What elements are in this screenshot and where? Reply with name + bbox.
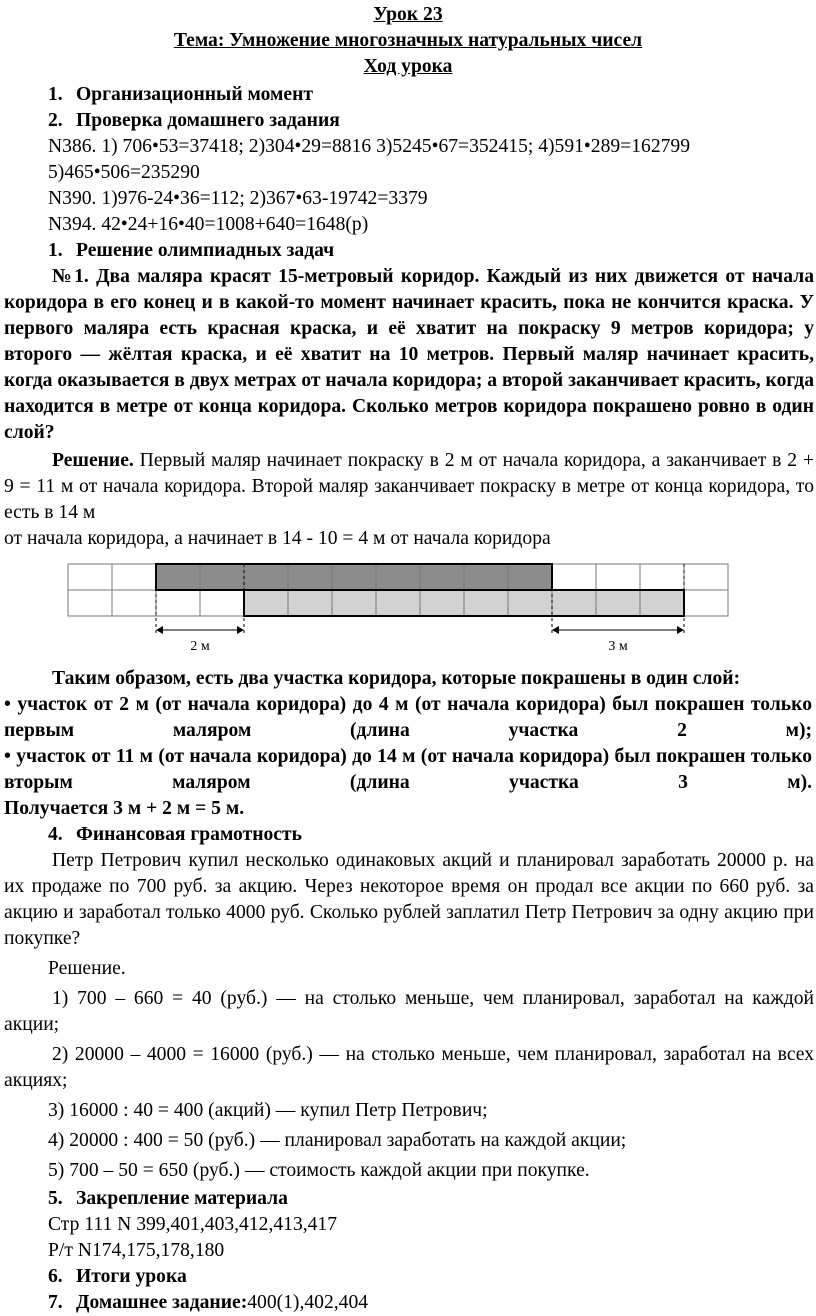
corridor-cell-top	[156, 564, 200, 590]
section-1-heading	[0, 82, 816, 108]
corridor-cell-bottom	[200, 590, 244, 616]
section-number: 6.	[48, 1266, 63, 1287]
segment-2m-label: 2 м	[190, 639, 210, 654]
section-title: Организационный момент	[76, 84, 313, 105]
result-text: Получается 3 м + 2 м = 5 м.	[4, 798, 245, 819]
section-number: 7.	[48, 1292, 63, 1313]
section-title: Итоги урока	[76, 1266, 187, 1287]
homework-line: N394. 42•24+16•40=1008+640=1648(р)	[48, 214, 369, 235]
section-title: Решение олимпиадных задач	[76, 240, 335, 261]
document-page	[0, 2, 816, 1316]
section-number: 5.	[48, 1188, 63, 1209]
corridor-cell-bottom	[464, 590, 508, 616]
homework-line: 5)465•506=235290	[48, 162, 200, 183]
corridor-cell-top	[288, 564, 332, 590]
corridor-cell-top	[244, 564, 288, 590]
section-number: 2.	[48, 110, 63, 131]
finance-step-3: 3) 16000 : 40 = 400 (акций) — купил Петр Петрович;	[48, 1100, 488, 1121]
lesson-course-heading: Ход урока	[363, 56, 453, 77]
consolidation-line: Р/т N174,175,178,180	[48, 1240, 225, 1261]
finance-task-text: Петр Петрович купил несколько одинаковых акций и планировал заработать 20000 р. на их продаже по 700 руб. за акцию. Через некоторое время он продал все акции по 660 руб. за акцию и заработал только 4000 руб. Сколько рублей заплатил Петр Петрович за одну акцию при покупке?	[4, 850, 814, 949]
corridor-cell-bottom	[156, 590, 200, 616]
conclusion-text: Таким образом, есть два участка коридора, которые покрашены в один слой:	[52, 668, 741, 689]
section-title: Финансовая грамотность	[76, 824, 302, 845]
corridor-cell-bottom	[684, 590, 728, 616]
olympiad-task-text: №1. Два маляра красят 15-метровый коридор. Каждый из них движется от начала коридора в его конец и в какой-то момент начинает красить, пока не кончится краска. У первого маляра есть красная краска, и её хватит на покраску 9 метров коридора; у второго — жёлтая краска, и её хватит на 10 метров. Первый маляр начинает красить, когда оказывается в двух метрах от начала коридора; а второй заканчивает красить, когда находится в метре от конца коридора. Сколько метров коридора покрашено ровно в один слой?	[4, 266, 814, 443]
segment-2m-arrow-head-right	[237, 626, 244, 634]
lesson-topic: Тема: Умножение многозначных натуральных чисел	[173, 30, 643, 51]
finance-solution-label: Решение.	[48, 958, 126, 979]
section-title: Закрепление материала	[76, 1188, 288, 1209]
corridor-cell-bottom	[244, 590, 288, 616]
corridor-cell-top	[684, 564, 728, 590]
corridor-cell-top	[508, 564, 552, 590]
corridor-cell-top	[596, 564, 640, 590]
corridor-diagram-svg	[64, 558, 724, 660]
consolidation-line: Стр 111 N 399,401,403,412,413,417	[48, 1214, 338, 1235]
corridor-cell-bottom	[112, 590, 156, 616]
section-6-heading	[0, 1264, 816, 1290]
section-3-heading	[0, 238, 816, 264]
corridor-cell-top	[376, 564, 420, 590]
olympiad-solution	[0, 448, 816, 526]
finance-step-2: 2) 20000 – 4000 = 16000 (руб.) — на столько меньше, чем планировал, заработал на всех акциях;	[4, 1044, 814, 1091]
corridor-cell-top	[332, 564, 376, 590]
homework-assignment: 400(1),402,404	[247, 1292, 369, 1313]
bullet-1: • участок от 2 м (от начала коридора) до 4 м (от начала коридора) был покрашен только первым маляром (длина участка 2 м);	[4, 694, 812, 741]
corridor-cell-top	[420, 564, 464, 590]
corridor-diagram	[0, 558, 816, 666]
corridor-cell-top	[200, 564, 244, 590]
section-number: 1.	[48, 84, 63, 105]
section-title: Проверка домашнего задания	[76, 110, 340, 131]
solution-text: Первый маляр начинает покраску в 2 м от начала коридора, а заканчивает в 2 + 9 = 11 м от начала коридора. Второй маляр заканчивает покраску в метре от конца коридора, то есть в 14 м	[4, 450, 814, 523]
section-number: 1.	[48, 240, 63, 261]
corridor-cell-bottom	[68, 590, 112, 616]
corridor-cell-bottom	[596, 590, 640, 616]
corridor-cell-bottom	[640, 590, 684, 616]
section-title: Домашнее задание:	[76, 1292, 248, 1313]
corridor-cell-bottom	[420, 590, 464, 616]
corridor-cell-top	[68, 564, 112, 590]
section-2-heading	[0, 108, 816, 134]
section-5-heading	[0, 1186, 816, 1212]
segment-2m-arrow-head-left	[156, 626, 163, 634]
homework-line: N390. 1)976-24•36=112; 2)367•63-19742=3379	[48, 188, 428, 209]
corridor-cell-bottom	[332, 590, 376, 616]
corridor-cell-bottom	[552, 590, 596, 616]
corridor-cell-bottom	[288, 590, 332, 616]
corridor-cell-top	[552, 564, 596, 590]
segment-3m-label: 3 м	[608, 639, 628, 654]
finance-step-4: 4) 20000 : 400 = 50 (руб.) — планировал заработать на каждой акции;	[48, 1130, 627, 1151]
corridor-cell-top	[464, 564, 508, 590]
solution-label: Решение.	[52, 450, 134, 471]
finance-step-5: 5) 700 – 50 = 650 (руб.) — стоимость каждой акции при покупке.	[48, 1160, 590, 1181]
corridor-cell-bottom	[508, 590, 552, 616]
segment-3m-arrow-head-right	[677, 626, 684, 634]
section-number: 4.	[48, 824, 63, 845]
homework-line: N386. 1) 706•53=37418; 2)304•29=8816 3)5245•67=352415; 4)591•289=162799	[48, 136, 691, 157]
bullet-2: • участок от 11 м (от начала коридора) до 14 м (от начала коридора) был покрашен только вторым маляром (длина участка 3 м).	[4, 746, 812, 793]
corridor-cell-top	[640, 564, 684, 590]
finance-step-1: 1) 700 – 660 = 40 (руб.) — на столько меньше, чем планировал, заработал на каждой акции;	[4, 988, 814, 1035]
segment-3m-arrow-head-left	[552, 626, 559, 634]
corridor-cell-top	[112, 564, 156, 590]
section-7-heading	[0, 1290, 816, 1316]
lesson-number: Урок 23	[373, 4, 443, 25]
section-4-heading	[0, 822, 816, 848]
olympiad-solution-tail: от начала коридора, а начинает в 14 - 10 = 4 м от начала коридора	[4, 528, 551, 549]
corridor-cell-bottom	[376, 590, 420, 616]
